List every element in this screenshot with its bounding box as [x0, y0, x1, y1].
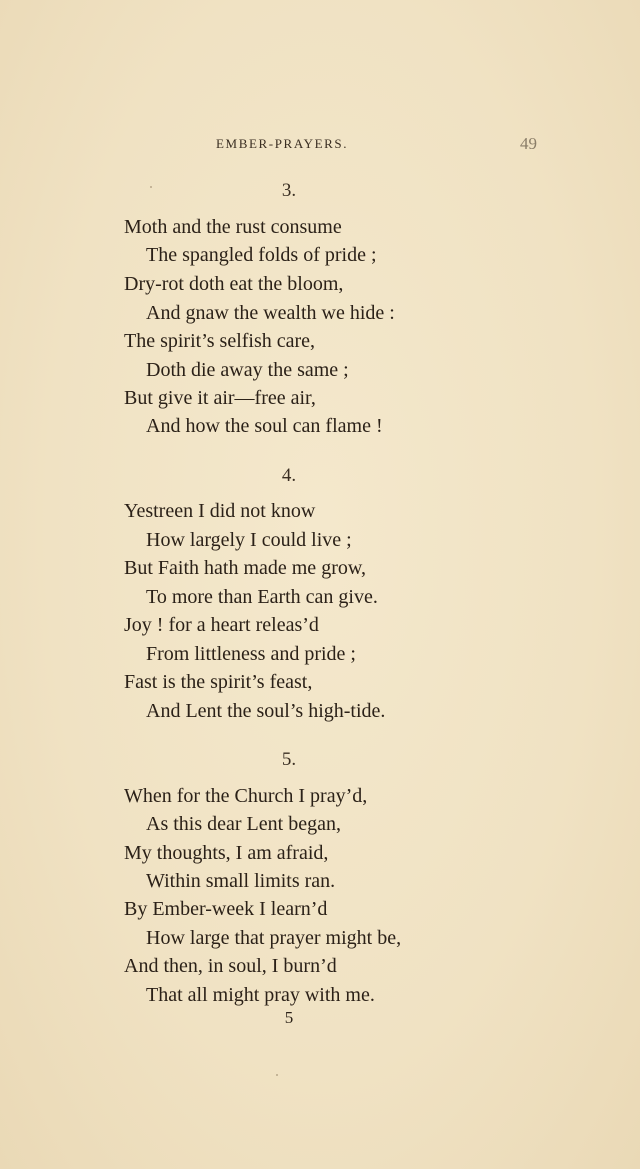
poem-line: As this dear Lent began,	[146, 813, 341, 835]
poem-line: But give it air—free air,	[124, 387, 316, 409]
paper-speck	[150, 186, 152, 188]
poem-line: Within small limits ran.	[146, 870, 336, 892]
running-head	[0, 136, 640, 156]
running-head-title: EMBER-PRAYERS.	[216, 136, 349, 151]
poem-line: Joy ! for a heart releas’d	[124, 614, 319, 636]
poem-line: And gnaw the wealth we hide :	[146, 302, 395, 324]
poem-line: Fast is the spirit’s feast,	[124, 671, 313, 693]
poem-line: To more than Earth can give.	[146, 586, 378, 608]
poem-line: But Faith hath made me grow,	[124, 557, 366, 579]
poem-line: And Lent the soul’s high-tide.	[146, 700, 386, 722]
poem-line: From littleness and pride ;	[146, 643, 356, 665]
stanza-number: 3.	[281, 180, 297, 201]
poem-line: And how the soul can flame !	[146, 415, 383, 437]
poem-line: How large that prayer might be,	[146, 927, 402, 949]
poem-line: Doth die away the same ;	[146, 359, 349, 381]
poem-line: The spirit’s selfish care,	[124, 330, 316, 352]
poem-line: Dry-rot doth eat the bloom,	[124, 273, 344, 295]
stanza-number: 4.	[281, 465, 297, 486]
poem-line: Moth and the rust consume	[124, 216, 342, 238]
paper-speck	[276, 1074, 278, 1076]
stanza-number: 5.	[281, 749, 297, 770]
poem-line: My thoughts, I am afraid,	[124, 842, 329, 864]
page-number: 49	[520, 134, 537, 153]
poem-line: How largely I could live ;	[146, 529, 352, 551]
poem-line: By Ember-week I learn’d	[124, 898, 328, 920]
signature-mark: 5	[284, 1008, 294, 1027]
poem-line: When for the Church I pray’d,	[124, 785, 368, 807]
poem-line: The spangled folds of pride ;	[146, 244, 377, 266]
poem-line: That all might pray with me.	[146, 984, 375, 1006]
poem-line: And then, in soul, I burn’d	[124, 955, 337, 977]
poem-line: Yestreen I did not know	[124, 500, 316, 522]
